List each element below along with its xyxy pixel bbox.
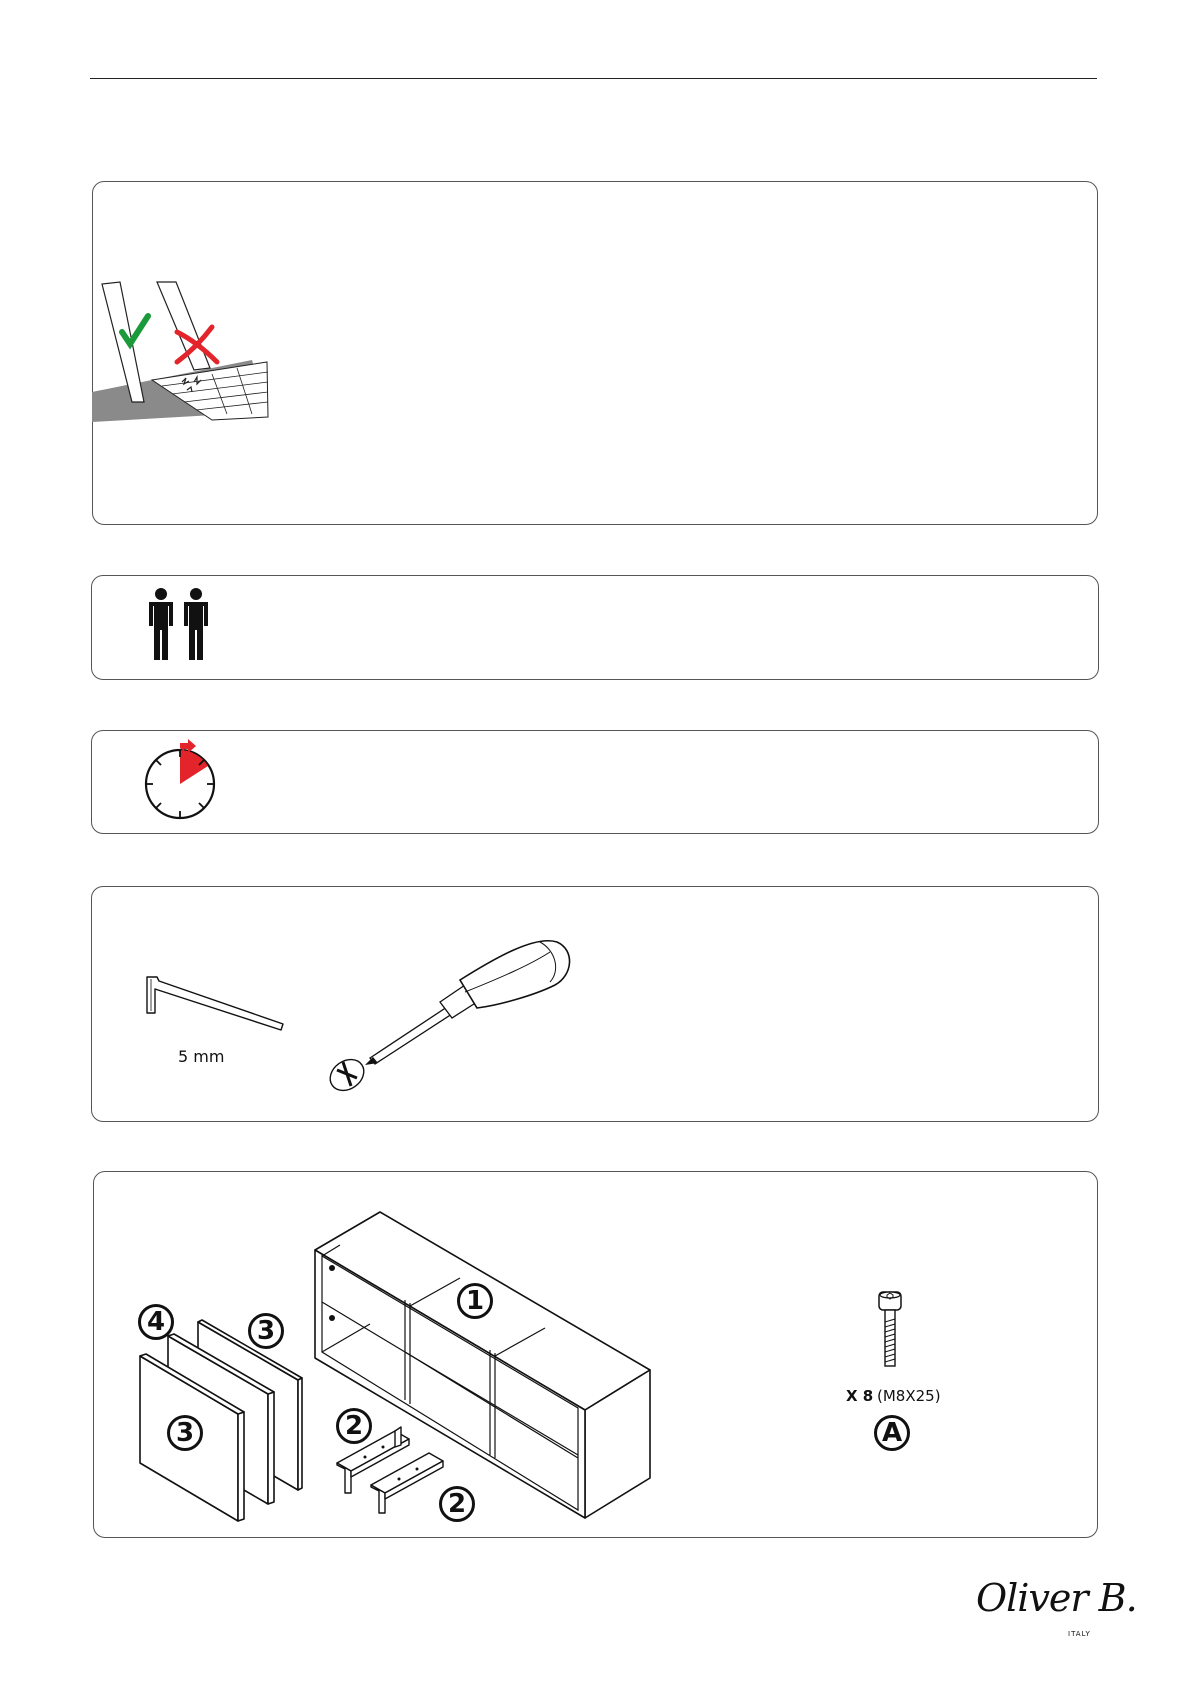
- part-number-2-top: 2: [336, 1408, 372, 1444]
- floor-protection-illustration: [92, 282, 272, 422]
- hardware-quantity: X 8: [846, 1387, 874, 1405]
- assembly-time-panel: [91, 730, 1099, 834]
- brand-country: ITALY: [1068, 1630, 1091, 1638]
- part-number-1: 1: [457, 1283, 493, 1319]
- part-number-3-back: 3: [248, 1313, 284, 1349]
- part-number-3-front: 3: [167, 1415, 203, 1451]
- stopwatch-icon: [143, 738, 218, 823]
- bolt-m8x25-icon: [875, 1290, 905, 1370]
- panel-upright-ok: [102, 282, 144, 402]
- hardware-size: (M8X25): [877, 1387, 941, 1405]
- part-number-2-bottom: 2: [439, 1486, 475, 1522]
- two-persons-icon: [145, 587, 215, 662]
- hex-key-icon: [145, 975, 285, 1035]
- part-number-4: 4: [138, 1304, 174, 1340]
- top-rule: [90, 78, 1097, 79]
- phillips-screwdriver-icon: [325, 930, 585, 1090]
- door-panels-illustration: [138, 1318, 303, 1523]
- people-required-panel: [91, 575, 1099, 680]
- hardware-letter-a: A: [874, 1415, 910, 1451]
- hex-key-size-label: 5 mm: [178, 1047, 225, 1066]
- brand-signature: Oliver B.: [976, 1576, 1137, 1620]
